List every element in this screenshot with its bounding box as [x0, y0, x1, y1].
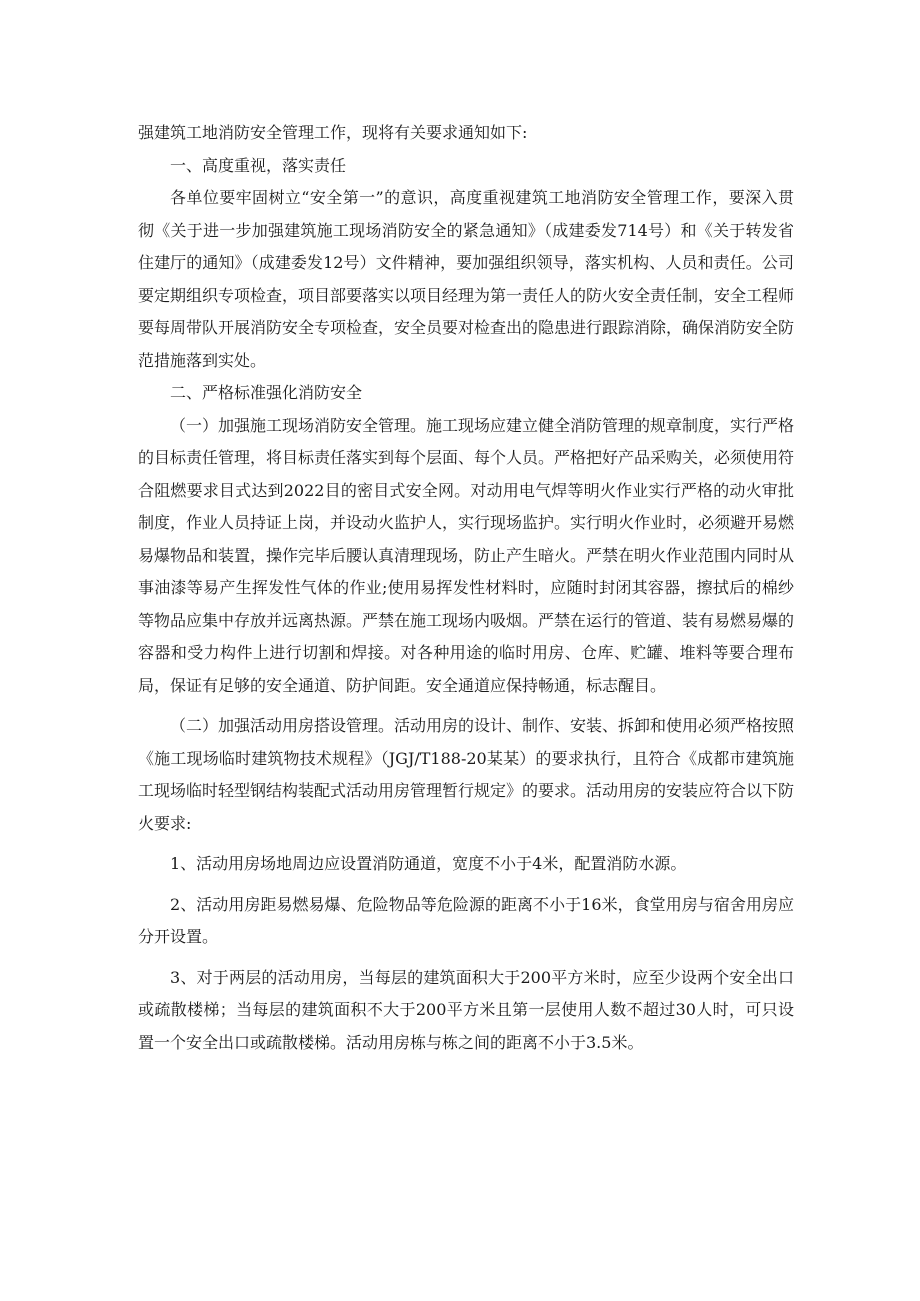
requirement-item-1: 1、活动用房场地周边应设置消防通道，宽度不小于4米，配置消防水源。	[170, 854, 687, 873]
document-page	[138, 117, 794, 1059]
requirement-item-3: 3、对于两层的活动用房，当每层的建筑面积大于200平方米时，应至少设两个安全出口或疏散楼梯；当每层的建筑面积不大于200平方米且第一层使用人数不超过30人时，可只设置一个安全出口或疏散楼梯。活动用房栋与栋之间的距离不小于3.5米。	[138, 967, 794, 1052]
subsection-1-body: （一）加强施工现场消防安全管理。施工现场应建立健全消防管理的规章制度，实行严格的目标责任管理，将目标责任落实到每个层面、每个人员。严格把好产品采购关，必须使用符合阻燃要求目式达到2022目的密目式安全网。对动用电气焊等明火作业实行严格的动火审批制度，作业人员持证上岗，并设动火监护人，实行现场监护。实行明火作业时，必须避开易燃易爆物品和装置，操作完毕后腰认真清理现场，防止产生暗火。严禁在明火作业范围内同时从事油漆等易产生挥发性气体的作业;使用易挥发性材料时，应随时封闭其容器，擦拭后的棉纱等物品应集中存放并远离热源。严禁在施工现场内吸烟。严禁在运行的管道、装有易燃易爆的容器和受力构件上进行切割和焊接。对各种用途的临时用房、仓库、贮罐、堆料等要合理布局，保证有足够的安全通道、防护间距。安全通道应保持畅通，标志醒目。	[138, 415, 795, 695]
section-heading-2: 二、严格标准强化消防安全	[170, 383, 363, 402]
section-1-body: 各单位要牢固树立“安全第一”的意识，高度重视建筑工地消防安全管理工作，要深入贯彻《关于进一步加强建筑施工现场消防安全的紧急通知》（成建委发714号）和《关于转发省住建厅的通知》（成建委发12号）文件精神，要加强组织领导，落实机构、人员和责任。公司要定期组织专项检查，项目部要落实以项目经理为第一责任人的防火安全责任制，安全工程师要每周带队开展消防安全专项检查，安全员要对检查出的隐患进行跟踪消除，确保消防安全防范措施落到实处。	[138, 188, 795, 370]
section-heading-1: 一、高度重视，落实责任	[170, 155, 347, 175]
subsection-2-body: （二）加强活动用房搭设管理。活动用房的设计、制作、安装、拆卸和使用必须严格按照《施工现场临时建筑物技术规程》（JGJ/T188-20某某）的要求执行，且符合《成都市建筑施工现场临时轻型钢结构装配式活动用房管理暂行规定》的要求。活动用房的安装应符合以下防火要求:	[138, 716, 795, 833]
intro-paragraph: 强建筑工地消防安全管理工作，现将有关要求通知如下:	[138, 123, 528, 142]
requirement-item-2: 2、活动用房距易燃易爆、危险物品等危险源的距离不小于16米，食堂用房与宿舍用房应分开设置。	[138, 894, 794, 946]
